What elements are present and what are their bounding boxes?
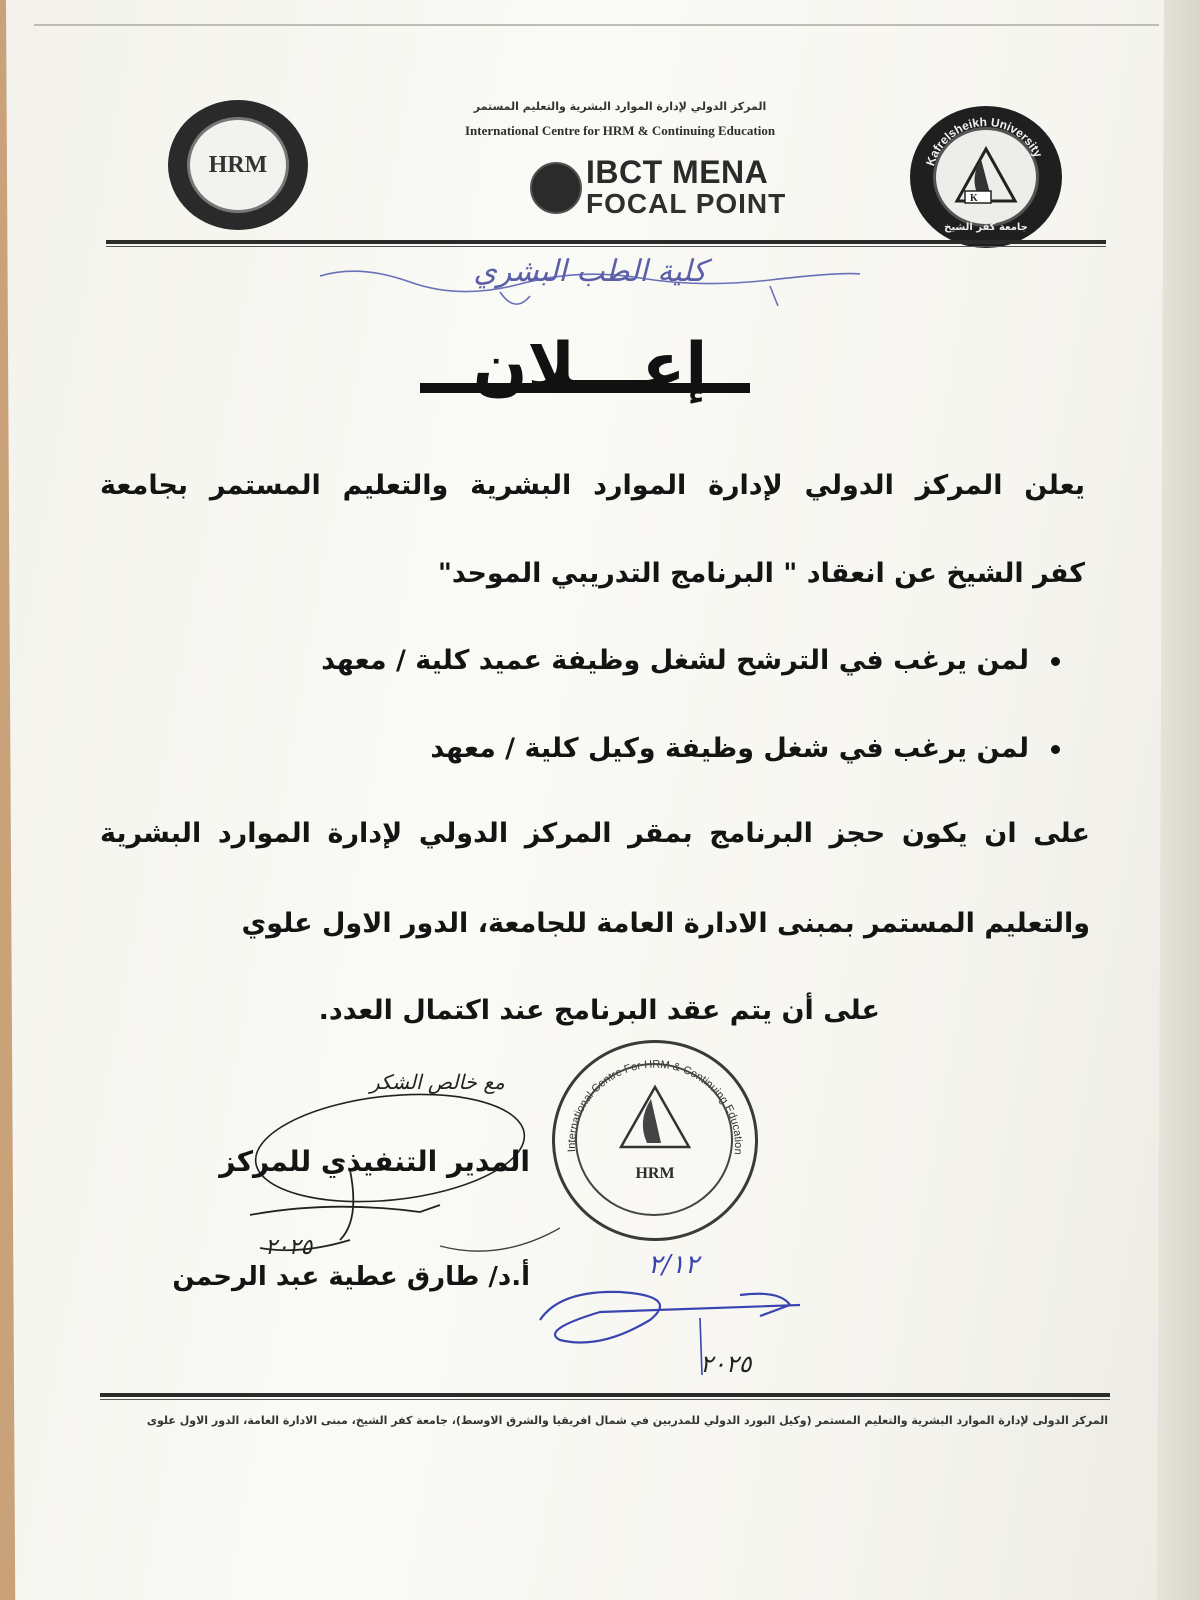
footer-divider [100, 1393, 1110, 1397]
ibct-line2: FOCAL POINT [586, 188, 787, 219]
header-arabic-title: المركز الدولي لإدارة الموارد البشرية والتعليم المستمر [473, 100, 767, 113]
blue-ink-annotation: ٢/١٢ [648, 1250, 699, 1280]
announcement-paragraph-4: والتعليم المستمر بمبنى الادارة العامة للجامعة، الدور الاول علوي [241, 908, 1090, 939]
bullet-item-vice-dean-text: لمن يرغب في شغل وظيفة وكيل كلية / معهد [430, 733, 1029, 764]
handwritten-faculty-text: كلية الطب البشري [473, 254, 707, 289]
bullet-item-dean-text: لمن يرغب في الترشح لشغل وظيفة عميد كلية / معهد [321, 645, 1029, 676]
ibct-line1: IBCT MENA [586, 154, 769, 190]
svg-text:K: K [970, 193, 978, 204]
footer-address: المركز الدولى لإدارة الموارد البشرية والتعليم المستمر (وكيل البورد الدولي للمدربين في شمال افريقيا والشرق الاوسط)، جامعة كفر الشيخ، مبنى الادارة العامة، الدور الاول علوى [146, 1414, 1108, 1427]
announcement-paragraph-1: يعلن المركز الدولي لإدارة الموارد البشرية والتعليم المستمر بجامعة [100, 470, 1085, 501]
signature-handwritten-date: ٢٠٢٥ [265, 1235, 313, 1260]
blue-ink-date: ٢٠٢٥ [700, 1350, 752, 1378]
stamp-center-text: HRM [635, 1165, 675, 1182]
signature-handwritten-note: مع خالص الشكر [370, 1070, 505, 1094]
university-logo-caption: جامعة كفر الشيخ [944, 222, 1028, 233]
official-stamp [552, 1040, 758, 1241]
hrm-logo-text: HRM [208, 151, 268, 178]
stamp-pyramid-icon [615, 1083, 695, 1153]
signatory-name: أ.د/ طارق عطية عبد الرحمن [172, 1262, 530, 1292]
header-english-title: International Centre for HRM & Continuing Education [464, 123, 776, 138]
svg-text:Kafrelsheikh University: Kafrelsheikh University [923, 114, 1046, 168]
announcement-paragraph-3: على ان يكون حجز البرنامج بمقر المركز الدولي لإدارة الموارد البشرية [100, 818, 1090, 849]
announcement-title: إعـــلان [472, 330, 708, 404]
svg-text:International Centre For HRM &: International Centre For HRM & Continuing Education [565, 1058, 745, 1156]
announcement-paragraph-2: كفر الشيخ عن انعقاد " البرنامج التدريبي الموحد" [437, 558, 1085, 589]
footer-divider-thin [100, 1399, 1110, 1400]
announcement-paragraph-5: على أن يتم عقد البرنامج عند اكتمال العدد. [318, 995, 880, 1026]
signature-title: المدير التنفيذي للمركز [219, 1145, 530, 1178]
